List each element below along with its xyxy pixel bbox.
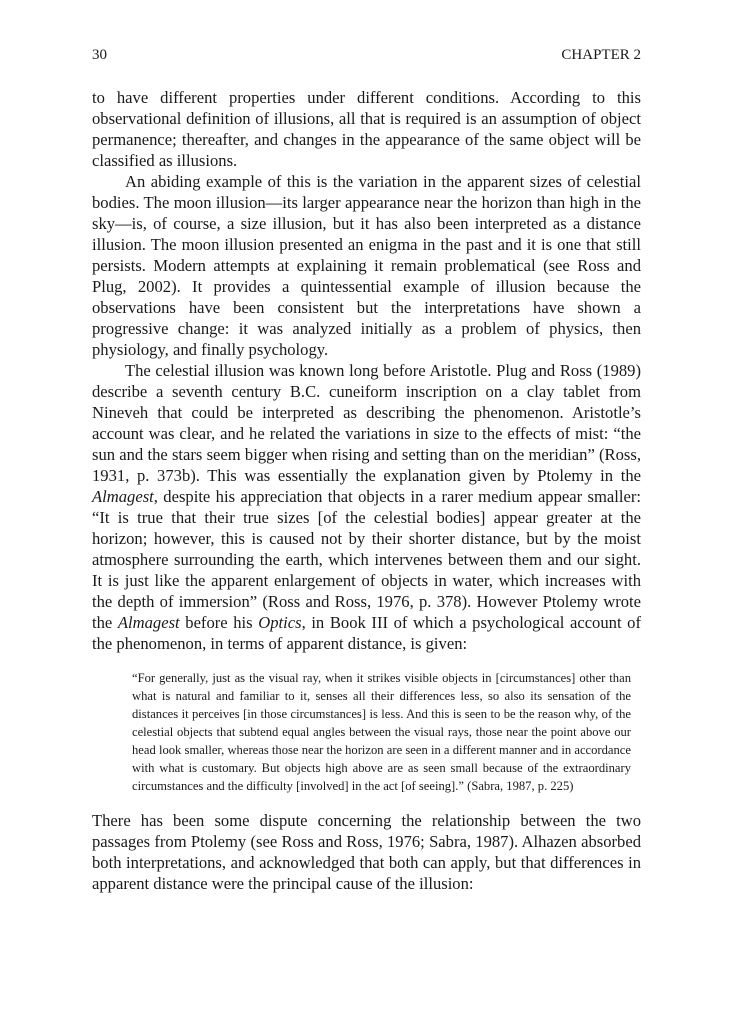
paragraph-3-part-4: , in Book III of which a psychological account of the phenomenon, in terms of apparent distance, is given:: [92, 613, 641, 653]
page-number: 30: [92, 47, 107, 63]
chapter-label: CHAPTER 2: [561, 47, 641, 63]
paragraph-3-part-2: , despite his appreciation that objects in a rarer medium appear smaller: “It is true that their true sizes [of the celestial bodies] appear greater at the horizon; however, this is caused not by their shorter distance, but by the moist atmosphere surrounding the earth, which intervenes between them and our sight. It is just like the apparent enlargement of objects in water, which increases with the depth of immersion” (Ross and Ross, 1976, p. 378). However Ptolemy wrote the: [92, 487, 641, 632]
book-page: [92, 44, 641, 894]
paragraph-closing: There has been some dispute concerning the relationship between the two passages from Ptolemy (see Ross and Ross, 1976; Sabra, 1987). Alhazen absorbed both interpretations, and acknowledged that both can apply, but that differences in apparent distance were the principal cause of the illusion:: [92, 811, 641, 893]
paragraph-1: to have different properties under different conditions. According to this observational definition of illusions, all that is required is an assumption of object permanence; thereafter, and changes in the appearance of the same object will be classified as illusions.: [92, 88, 641, 170]
paragraph-3: [92, 360, 641, 654]
optics-title: Optics: [258, 613, 302, 632]
almagest-title-1: Almagest: [92, 487, 154, 506]
paragraph-3-part-1: The celestial illusion was known long before Aristotle. Plug and Ross (1989) describe a seventh century B.C. cuneiform inscription on a clay tablet from Nineveh that could be interpreted as describing the phenomenon. Aristotle’s account was clear, and he related the variations in size to the effects of mist: “the sun and the stars seem bigger when rising and setting than on the meridian” (Ross, 1931, p. 373b). This was essentially the explanation given by Ptolemy in the: [92, 361, 641, 485]
closing-text: [92, 810, 641, 894]
body-text: [92, 87, 641, 654]
almagest-title-2: Almagest: [117, 613, 180, 632]
paragraph-3-part-3: before his: [179, 613, 259, 632]
block-quote: “For generally, just as the visual ray, when it strikes visible objects in [circumstances] other than what is natural and familiar to it, senses all their differences less, so also its sensation of the distances it perceives [in those circumstances] is less. And this is seen to be the reason why, of the celestial objects that subtend equal angles between the visual rays, those near the point above our head look smaller, whereas those near the horizon are seen in a different manner and in accordance with what is customary. But objects high above are as seen small because of the extraordinary circumstances and the difficulty [involved] in the act [of seeing].” (Sabra, 1987, p. 225): [132, 671, 631, 793]
paragraph-2: An abiding example of this is the variation in the apparent sizes of celestial bodies. The moon illusion—its larger appearance near the horizon than high in the sky—is, of course, a size illusion, but it has also been interpreted as a distance illusion. The moon illusion presented an enigma in the past and it is one that still persists. Modern attempts at explaining it remain problematical (see Ross and Plug, 2002). It provides a quintessential example of illusion because the observations have been consistent but the interpretations have shown a progressive change: it was analyzed initially as a problem of physics, then physiology, and finally psychology.: [92, 172, 641, 359]
running-header: [92, 44, 641, 66]
